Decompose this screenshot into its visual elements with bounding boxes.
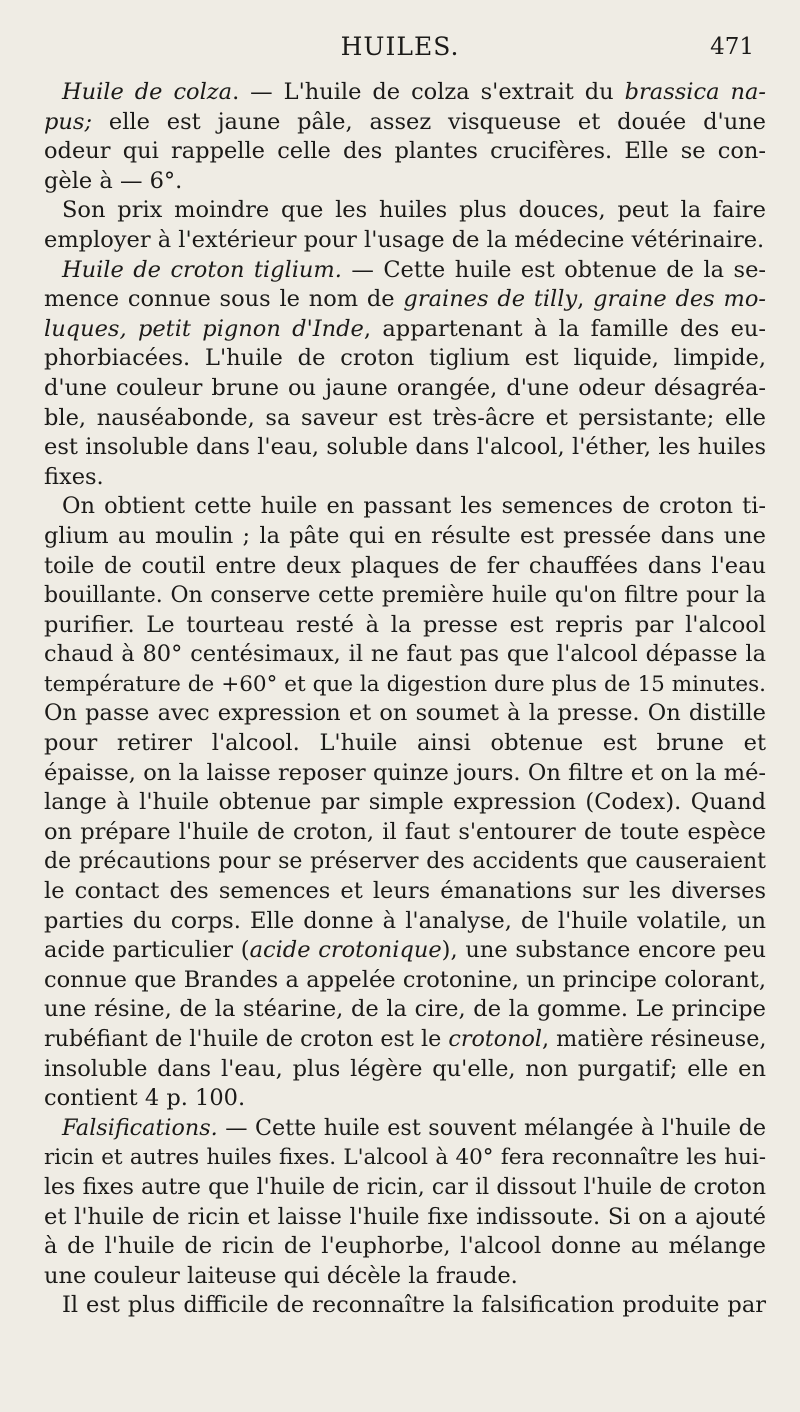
text-line <box>44 611 766 641</box>
italic-text: Huile de croton tiglium. <box>62 256 342 283</box>
text-segment: bouillante. On conserve cette première huile qu'on filtre pour la <box>44 583 766 609</box>
text-segment: glium au moulin ; la pâte qui en résulte est pressée dans une <box>44 522 766 549</box>
text-segment: à de l'huile de ricin de l'euphorbe, l'alcool donne au mélange <box>44 1233 766 1260</box>
italic-text: graines de tilly <box>403 286 578 313</box>
text-line <box>44 640 766 670</box>
text-segment: est insoluble dans l'eau, soluble dans l'alcool, l'éther, les huiles <box>44 434 766 461</box>
text-segment: mence connue sous le nom de <box>44 286 404 313</box>
text-line <box>44 137 766 167</box>
text-segment: température de +60° et que la digestion dure plus de 15 minutes. <box>44 671 766 697</box>
text-line <box>44 226 766 256</box>
text-line <box>44 256 766 286</box>
text-segment: ricin et autres huiles fixes. L'alcool à 40° fera reconnaître les hui- <box>44 1145 766 1171</box>
italic-text: graine des mo- <box>593 286 766 313</box>
text-line <box>44 522 766 552</box>
italic-text: pus; <box>44 108 93 135</box>
text-line <box>44 167 766 197</box>
text-line <box>44 344 766 374</box>
text-segment: les fixes autre que l'huile de ricin, car il dissout l'huile de croton <box>44 1174 766 1200</box>
text-line <box>44 907 766 937</box>
text-line <box>44 936 766 966</box>
text-line <box>44 1203 766 1233</box>
text-segment: contient 4 p. 100. <box>44 1085 246 1112</box>
text-segment: elle est jaune pâle, assez visqueuse et douée d'une <box>92 108 766 135</box>
text-segment: et l'huile de ricin et laisse l'huile fixe indissoute. Si on a ajouté <box>44 1203 766 1230</box>
text-segment: parties du corps. Elle donne à l'analyse, de l'huile volatile, un <box>44 907 766 934</box>
text-line <box>44 581 766 611</box>
text-line <box>44 108 766 138</box>
text-segment: Son prix moindre que les huiles plus douces, peut la faire <box>62 197 766 224</box>
text-segment: — Cette huile est souvent mélangée à l'huile de <box>217 1114 766 1141</box>
text-line <box>44 285 766 315</box>
text-segment: , matière résineuse, <box>542 1026 767 1052</box>
text-segment: une couleur laiteuse qui décèle la fraude. <box>44 1262 518 1289</box>
text-segment: purifier. Le tourteau resté à la presse est repris par l'alcool <box>44 611 766 638</box>
text-line <box>44 818 766 848</box>
text-segment: une résine, de la stéarine, de la cire, de la gomme. Le principe <box>44 996 766 1023</box>
page-number: 471 <box>710 34 754 60</box>
text-line <box>44 374 766 404</box>
text-segment: le contact des semences et leurs émanations sur les diverses <box>44 878 766 905</box>
text-segment: connue que Brandes a appelée crotonine, un principe colorant, <box>44 966 766 993</box>
text-segment: gèle à — 6°. <box>44 167 183 194</box>
text-line <box>44 995 766 1025</box>
text-line <box>44 552 766 582</box>
text-segment: ), une substance encore peu <box>441 937 766 964</box>
italic-text: luques, petit pignon d'Inde <box>44 315 364 342</box>
text-line <box>44 78 766 108</box>
text-line <box>44 1025 766 1055</box>
text-line <box>44 1055 766 1085</box>
text-segment: de précautions pour se préserver des accidents que causeraient <box>44 849 766 875</box>
text-segment: lange à l'huile obtenue par simple expression (Codex). Quand <box>44 789 766 816</box>
text-segment: fixes. <box>44 463 104 490</box>
text-segment: ble, nauséabonde, sa saveur est très-âcre et persistante; elle <box>44 404 766 431</box>
text-segment: pour retirer l'alcool. L'huile ainsi obtenue est brune et <box>44 730 766 757</box>
italic-text: Falsifications. <box>62 1114 218 1141</box>
text-segment: odeur qui rappelle celle des plantes crucifères. Elle se con- <box>44 138 766 165</box>
italic-text: Huile de colza <box>62 79 233 105</box>
italic-text: crotonol <box>448 1026 543 1052</box>
text-segment: insoluble dans l'eau, plus légère qu'elle, non purgatif; elle en <box>44 1055 766 1082</box>
text-line <box>44 315 766 345</box>
text-segment: rubéfiant de l'huile de croton est le <box>44 1026 449 1052</box>
text-segment: — Cette huile est obtenue de la se- <box>341 256 766 283</box>
text-line <box>44 492 766 522</box>
text-line <box>44 966 766 996</box>
text-line <box>44 1084 766 1114</box>
italic-text: brassica na- <box>624 79 766 105</box>
text-line <box>44 759 766 789</box>
text-line <box>44 729 766 759</box>
text-segment: On obtient cette huile en passant les semences de croton ti- <box>62 493 766 520</box>
page-header <box>0 30 800 70</box>
running-title: HUILES. <box>340 32 460 61</box>
italic-text: acide crotonique <box>249 937 442 964</box>
text-segment: Il est plus difficile de reconnaître la falsification produite par <box>62 1292 766 1319</box>
text-segment: acide particulier ( <box>44 937 250 964</box>
text-line <box>44 433 766 463</box>
text-segment: toile de coutil entre deux plaques de fer chauffées dans l'eau <box>44 552 766 579</box>
text-line <box>44 847 766 877</box>
text-line <box>44 788 766 818</box>
text-segment: , <box>577 286 594 313</box>
text-line <box>44 1114 766 1144</box>
body-text <box>44 78 766 1321</box>
text-segment: on prépare l'huile de croton, il faut s'entourer de toute espèce <box>44 818 766 845</box>
text-line <box>44 670 766 700</box>
text-segment: d'une couleur brune ou jaune orangée, d'une odeur désagréa- <box>44 374 766 401</box>
text-line <box>44 1173 766 1203</box>
text-line <box>44 1291 766 1321</box>
text-line <box>44 699 766 729</box>
text-segment: employer à l'extérieur pour l'usage de la médecine vétérinaire. <box>44 226 765 253</box>
text-line <box>44 463 766 493</box>
text-line <box>44 877 766 907</box>
text-line <box>44 1232 766 1262</box>
text-segment: On passe avec expression et on soumet à la presse. On distille <box>44 700 766 727</box>
text-line <box>44 404 766 434</box>
text-line <box>44 1262 766 1292</box>
text-line <box>44 196 766 226</box>
text-segment: chaud à 80° centésimaux, il ne faut pas que l'alcool dépasse la <box>44 641 766 668</box>
text-line <box>44 1143 766 1173</box>
text-segment: phorbiacées. L'huile de croton tiglium est liquide, limpide, <box>44 345 766 372</box>
text-segment: épaisse, on la laisse reposer quinze jours. On filtre et on la mé- <box>44 759 766 786</box>
text-segment: . — L'huile de colza s'extrait du <box>232 79 625 105</box>
text-segment: , appartenant à la famille des eu- <box>363 315 767 342</box>
